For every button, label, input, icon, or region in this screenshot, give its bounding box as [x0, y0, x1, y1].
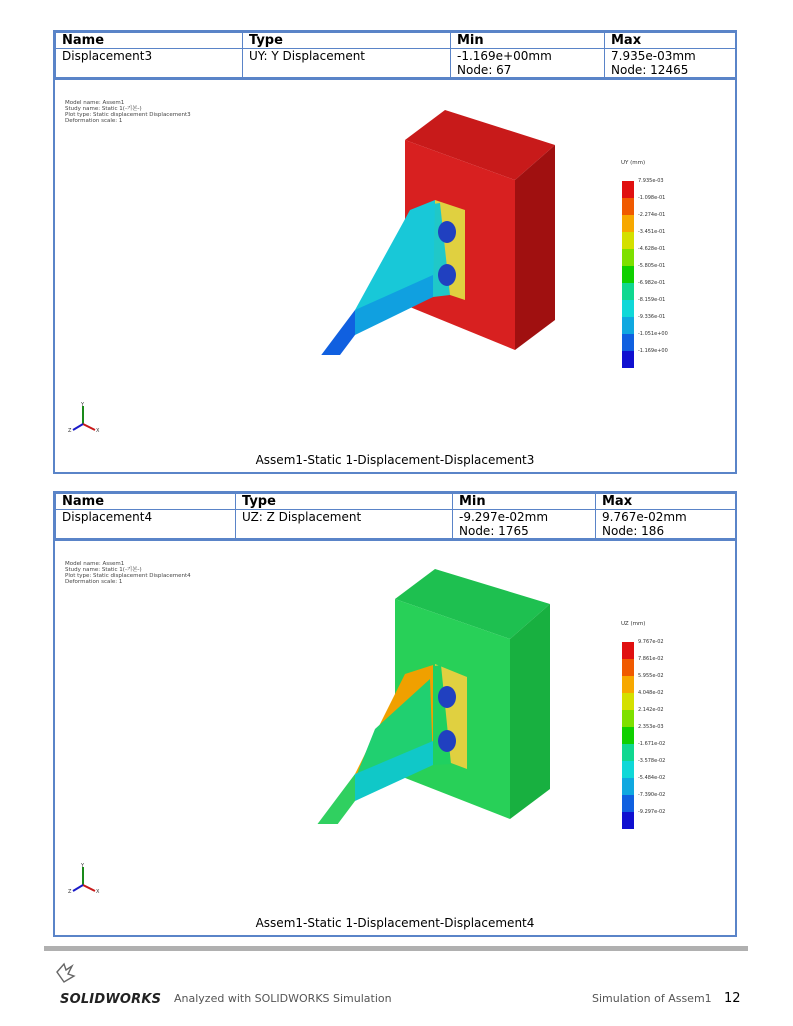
bolt-head-lower	[438, 730, 456, 752]
legend-color-swatch	[622, 334, 634, 351]
table-row	[56, 49, 736, 78]
legend-label: 2.353e-03	[638, 724, 664, 730]
legend-label: 2.142e-02	[638, 707, 664, 713]
legend-color-swatch	[622, 812, 634, 829]
legend-color-swatch	[622, 676, 634, 693]
legend-label: -3.578e-02	[638, 758, 666, 764]
plot-area	[55, 78, 735, 469]
svg-text:Y: Y	[81, 402, 85, 408]
footer-analyzed-text: Analyzed with SOLIDWORKS Simulation	[174, 992, 392, 1005]
legend-color-swatch	[622, 642, 634, 659]
footer-document-title: Simulation of Assem1	[592, 992, 712, 1005]
result-section-displacement4	[53, 491, 737, 937]
legend-color-swatch	[622, 351, 634, 368]
fea-model-render	[295, 105, 565, 355]
legend-color-swatch	[622, 181, 634, 198]
plot-caption: Assem1-Static 1-Displacement-Displacement4	[255, 916, 535, 930]
legend-label: -9.297e-02	[638, 809, 666, 815]
model-info-line: Plot type: Static displacement Displacement3	[65, 112, 191, 118]
model-info-line: Deformation scale: 1	[65, 579, 123, 585]
model-info-line: Model name: Assem1	[65, 561, 125, 567]
legend-label: 4.048e-02	[638, 690, 664, 696]
fea-model-render	[295, 569, 565, 824]
axis-triad-icon	[67, 402, 103, 436]
legend-label: 7.935e-03	[638, 178, 664, 184]
svg-text:Z: Z	[68, 428, 72, 434]
header-type: Type	[243, 33, 451, 49]
legend-label: -2.274e-01	[638, 212, 666, 218]
plot-area	[55, 539, 735, 932]
table-header-row	[56, 494, 736, 510]
header-name: Name	[56, 33, 243, 49]
legend-label: -1.051e+00	[638, 331, 668, 337]
max-node: Node: 12465	[611, 63, 689, 77]
legend-label: 5.955e-02	[638, 673, 664, 679]
bolt-head-lower	[438, 264, 456, 286]
header-max: Max	[605, 33, 736, 49]
legend-color-bar	[622, 642, 634, 829]
legend-title: UZ (mm)	[621, 621, 646, 627]
model-info-line: Model name: Assem1	[65, 100, 125, 106]
legend-label: -1.169e+00	[638, 348, 668, 354]
result-type: UY: Y Displacement	[243, 49, 451, 78]
legend-color-swatch	[622, 266, 634, 283]
result-max	[596, 510, 736, 539]
header-max: Max	[596, 494, 736, 510]
header-min: Min	[451, 33, 605, 49]
solidworks-logo-icon	[54, 962, 78, 988]
legend-color-swatch	[622, 215, 634, 232]
svg-text:X: X	[96, 889, 100, 895]
min-node: Node: 67	[457, 63, 512, 77]
legend-color-bar	[622, 181, 634, 368]
table-header-row	[56, 33, 736, 49]
bolt-head-upper	[438, 221, 456, 243]
legend-label: -1.671e-02	[638, 741, 666, 747]
legend-color-swatch	[622, 198, 634, 215]
model-info-line: Study name: Static 1(-기본-)	[65, 567, 142, 573]
result-max	[605, 49, 736, 78]
result-name: Displacement4	[56, 510, 236, 539]
legend-label: -6.982e-01	[638, 280, 666, 286]
legend-label: -8.159e-01	[638, 297, 666, 303]
model-info-line: Plot type: Static displacement Displacement4	[65, 573, 191, 579]
legend-label: -9.336e-01	[638, 314, 666, 320]
page-number: 12	[724, 991, 741, 1006]
max-node: Node: 186	[602, 524, 665, 538]
header-name: Name	[56, 494, 236, 510]
legend-color-swatch	[622, 778, 634, 795]
result-name: Displacement3	[56, 49, 243, 78]
brand-logo-text: SOLIDWORKS	[60, 992, 162, 1007]
legend-title: UY (mm)	[621, 160, 646, 166]
min-value: -1.169e+00mm	[457, 49, 552, 63]
svg-text:Z: Z	[68, 889, 72, 895]
model-info-line: Study name: Static 1(-기본-)	[65, 106, 142, 112]
min-node: Node: 1765	[459, 524, 529, 538]
legend-color-swatch	[622, 795, 634, 812]
block-side-face	[515, 145, 555, 350]
result-min	[453, 510, 596, 539]
legend-label: 9.767e-02	[638, 639, 664, 645]
legend-label: -3.451e-01	[638, 229, 666, 235]
legend-color-swatch	[622, 283, 634, 300]
model-info-line: Deformation scale: 1	[65, 118, 123, 124]
header-type: Type	[236, 494, 453, 510]
svg-text:X: X	[96, 428, 100, 434]
model-info	[65, 561, 191, 585]
plot-caption: Assem1-Static 1-Displacement-Displacement3	[255, 453, 535, 467]
legend-label: -5.484e-02	[638, 775, 666, 781]
result-table	[55, 493, 736, 539]
legend-label: 7.861e-02	[638, 656, 664, 662]
max-value: 9.767e-02mm	[602, 510, 687, 524]
result-min	[451, 49, 605, 78]
header-min: Min	[453, 494, 596, 510]
block-side-face	[510, 604, 550, 819]
bracket-arm-end	[310, 310, 355, 355]
bracket-arm-end	[310, 774, 355, 824]
legend-color-swatch	[622, 727, 634, 744]
legend-label: -5.805e-01	[638, 263, 666, 269]
legend-label: -7.390e-02	[638, 792, 666, 798]
result-table	[55, 32, 736, 78]
axis-triad-icon	[67, 863, 103, 897]
footer-divider	[44, 946, 748, 951]
legend-label: -4.628e-01	[638, 246, 666, 252]
svg-text:Y: Y	[81, 863, 85, 869]
bolt-head-upper	[438, 686, 456, 708]
result-section-displacement3	[53, 30, 737, 474]
legend-label: -1.098e-01	[638, 195, 666, 201]
legend-color-swatch	[622, 761, 634, 778]
legend-color-swatch	[622, 249, 634, 266]
legend-color-swatch	[622, 693, 634, 710]
result-type: UZ: Z Displacement	[236, 510, 453, 539]
legend-color-swatch	[622, 300, 634, 317]
legend-color-swatch	[622, 744, 634, 761]
min-value: -9.297e-02mm	[459, 510, 549, 524]
table-row	[56, 510, 736, 539]
legend-color-swatch	[622, 659, 634, 676]
legend-color-swatch	[622, 232, 634, 249]
max-value: 7.935e-03mm	[611, 49, 696, 63]
legend-color-swatch	[622, 317, 634, 334]
model-info	[65, 100, 191, 124]
legend-color-swatch	[622, 710, 634, 727]
